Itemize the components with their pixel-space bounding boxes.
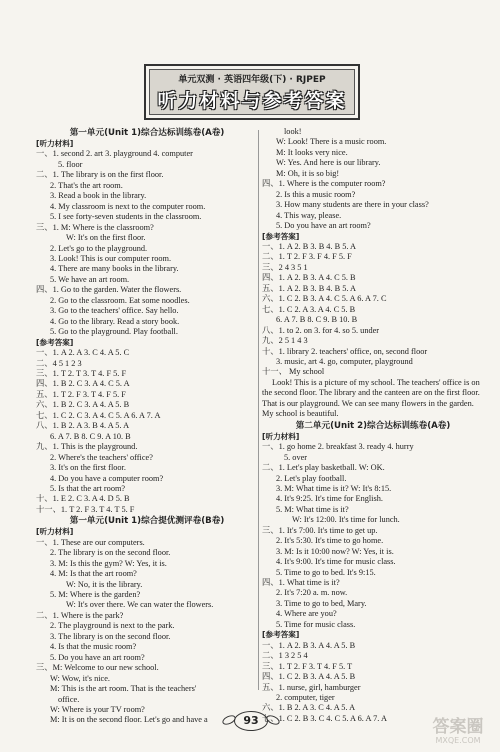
text-line: W: Yes. And here is our library. [276, 158, 381, 168]
text-line: 2. It's 7:20 a. m. now. [276, 588, 348, 598]
text-line: 三、1. It's 7:00. It's time to get up. [262, 525, 378, 535]
text-line: 五、1. T 2. F 3. T 4. F 5. F [36, 389, 126, 399]
text-line: 六、1. B 2. A 3. C 4. A 5. A [262, 703, 356, 713]
text-line: 5. Do you have an art room? [276, 221, 371, 231]
text-line: 3. Go to the teachers' office. Say hello. [50, 306, 179, 316]
text-line: 十一、1. T 2. F 3. T 4. T 5. F [36, 504, 135, 514]
text-line: 十、1. library 2. teachers' office, on, second floor [262, 346, 428, 356]
header-title: 听力材料与参考答案 [157, 90, 347, 112]
text-line: 五、1. A 2. B 3. B 4. B 5. A [262, 283, 357, 293]
text-line: 九、2 5 1 4 3 [262, 336, 308, 346]
text-line: 4. Do you have a computer room? [50, 473, 164, 483]
text-line: 4. Is that the music room? [50, 642, 137, 652]
text-line: look! [284, 127, 302, 136]
text-line: M: It looks very nice. [276, 147, 348, 157]
text-line: 四、1. C 2. B 3. A 4. A 5. B [262, 672, 356, 682]
text-line: 一、1. A 2. B 3. A 4. A 5. B [262, 640, 356, 650]
text-line: 六、1. C 2. B 3. A 4. C 5. A 6. A 7. C [262, 294, 387, 304]
text-line: 六、1. B 2. C 3. A 4. A 5. B [36, 400, 130, 410]
text-line: 二、1. Where is the park? [36, 610, 124, 620]
text-line: 2. Is this a music room? [276, 189, 356, 199]
text-line: 一、1. These are our computers. [36, 537, 145, 547]
page-number: 93 [234, 711, 268, 731]
essay-paragraph: Look! This is a picture of my school. The teachers' office is on the second floor. The library and the canteen are on the first floor. That is our playground. We can see many flowers in the garden. My school is beautiful. [262, 377, 480, 419]
section-title: 第一单元(Unit 1)综合达标训练卷(A卷) [69, 128, 225, 138]
text-line: W: Where is your TV room? [50, 705, 145, 715]
text-line: 四、1. Where is the computer room? [262, 179, 386, 189]
section-tag: [听力材料] [262, 431, 300, 441]
section-tag: [参考答案] [36, 337, 74, 347]
text-line: 九、1. This is the playground. [36, 442, 138, 452]
text-line: 5. M: What time is it? [276, 504, 349, 514]
text-line: 4. There are many books in the library. [50, 264, 179, 274]
text-line: 5. over [284, 452, 308, 462]
text-line: 3. Time to go to bed, Mary. [276, 598, 367, 608]
text-line: 二、1. The library is on the first floor. [36, 170, 164, 180]
text-line: 三、1. M: Where is the classroom? [36, 222, 154, 232]
text-line: 5. Do you have an art room? [50, 652, 145, 662]
text-line: 七、1. C 2. C 3. A 4. C 5. A 6. A 7. A [36, 410, 161, 420]
text-line: W: No, it is the library. [66, 579, 143, 589]
text-line: 二、1 3 2 5 4 [262, 651, 308, 661]
text-line: 三、2 4 3 5 1 [262, 262, 308, 272]
text-line: 四、1. B 2. C 3. A 4. C 5. A [36, 379, 130, 389]
text-line: 5. Time to go to bed. It's 9:15. [276, 567, 376, 577]
text-line: 四、1. What time is it? [262, 578, 340, 588]
text-line: 五、1. nurse, girl, hamburger [262, 682, 361, 692]
text-line: 二、1. Let's play basketball. W: OK. [262, 463, 385, 473]
text-line: 4. My classroom is next to the computer room. [50, 201, 206, 211]
section-tag: [听力材料] [36, 139, 74, 148]
text-line: M: This is the art room. That is the teachers' [50, 684, 197, 694]
section-title: 第二单元(Unit 2)综合达标训练卷(A卷) [295, 420, 451, 431]
text-line: 2. The playground is next to the park. [50, 621, 175, 631]
text-line: 四、1. A 2. B 3. A 4. C 5. B [262, 273, 356, 283]
text-line: 二、4 5 1 2 3 [36, 358, 82, 368]
text-line: 3. M: Is it 10:00 now? W: Yes, it is. [276, 546, 394, 556]
text-line: 十一、 My school [262, 367, 325, 377]
text-line: 2. computer, tiger [276, 693, 335, 703]
text-line: W: It's 12:00. It's time for lunch. [292, 515, 400, 525]
text-line: 一、1. A 2. B 3. B 4. B 5. A [262, 241, 357, 251]
section-title: 第一单元(Unit 1)综合提优测评卷(B卷) [69, 516, 225, 527]
text-line: 2. Let's play football. [276, 473, 347, 483]
text-line: 6. A 7. B 8. C 9. B 10. B [276, 315, 358, 325]
text-line: 2. Go to the classroom. Eat some noodles. [50, 295, 190, 305]
section-tag: [听力材料] [36, 527, 74, 537]
text-line: 一、1. second 2. art 3. playground 4. computer [36, 149, 193, 159]
text-line: 三、1. T 2. F 3. T 4. F 5. T [262, 661, 353, 671]
text-line: 3. It's on the first floor. [50, 463, 126, 473]
text-line: 七、1. C 2. A 3. A 4. C 5. B [262, 304, 356, 314]
text-line: 四、1. Go to the garden. Water the flowers. [36, 285, 182, 295]
text-line: 八、1. B 2. A 3. B 4. A 5. A [36, 421, 130, 431]
text-line: 七、1. C 2. B 3. C 4. C 5. A 6. A 7. A [262, 713, 387, 723]
text-line: W: It's over there. We can water the flowers. [66, 600, 214, 610]
text-line: 5. I see forty-seven students in the classroom. [50, 212, 202, 222]
header-banner [144, 64, 360, 120]
text-line: 一、1. A 2. A 3. C 4. A 5. C [36, 348, 130, 358]
text-line: 3. How many students are there in your class? [276, 200, 429, 210]
text-line: W: Look! There is a music room. [276, 137, 387, 147]
text-line: 3. The library is on the second floor. [50, 631, 171, 641]
text-line: office. [58, 694, 80, 704]
watermark [420, 718, 496, 748]
text-line: 二、1. T 2. F 3. F 4. F 5. F [262, 252, 352, 262]
text-line: 一、1. go home 2. breakfast 3. ready 4. hurry [262, 442, 414, 452]
text-line: 5. floor [58, 159, 83, 169]
left-column [36, 127, 258, 726]
text-line: 八、1. to 2. on 3. for 4. so 5. under [262, 325, 380, 335]
text-line: 4. Where are you? [276, 609, 337, 619]
watermark-logo: 答案圈 [432, 717, 484, 737]
right-column [262, 127, 484, 724]
section-tag: [参考答案] [262, 231, 300, 241]
section-tag: [参考答案] [262, 630, 300, 640]
text-line: 5. Time for music class. [276, 619, 356, 629]
text-line: 4. It's 9:00. It's time for music class. [276, 557, 396, 567]
column-divider [258, 130, 259, 690]
text-line: 三、M: Welcome to our new school. [36, 663, 159, 673]
text-line: 三、1. T 2. T 3. T 4. F 5. F [36, 368, 127, 378]
text-line: 3. music, art 4. go, computer, playground [276, 356, 413, 366]
watermark-url: MXQE.COM [435, 736, 481, 745]
text-line: 3. Read a book in the library. [50, 191, 147, 201]
text-line: 2. The library is on the second floor. [50, 548, 171, 558]
text-line: 3. M: What time is it? W: It's 8:15. [276, 483, 392, 493]
text-line: 2. Where's the teachers' office? [50, 452, 153, 462]
text-line: W: It's on the first floor. [66, 233, 146, 243]
text-line: 3. M: Is this the gym? W: Yes, it is. [50, 558, 167, 568]
text-line: 4. M: Is that the art room? [50, 569, 137, 579]
text-line: 6. A 7. B 8. C 9. A 10. B [50, 431, 131, 441]
text-line: 5. M: Where is the garden? [50, 590, 141, 600]
text-line: 3. Look! This is our computer room. [50, 253, 172, 263]
text-line: 5. Go to the playground. Play football. [50, 327, 178, 337]
header-subtitle: 单元双测 · 英语四年级(下) · RJPEP [178, 75, 326, 85]
text-line: 4. It's 9:25. It's time for English. [276, 494, 383, 504]
text-line: W: Wow, it's nice. [50, 673, 110, 683]
text-line: 5. Is that the art room? [50, 483, 126, 493]
text-line: M: Oh, it is so big! [276, 168, 340, 178]
text-line: 2. Let's go to the playground. [50, 243, 148, 253]
text-line: 4. This way, please. [276, 210, 342, 220]
text-line: 4. Go to the library. Read a story book. [50, 316, 180, 326]
text-line: 5. We have an art room. [50, 274, 130, 284]
text-line: 2. It's 5:30. It's time to go home. [276, 536, 384, 546]
text-line: M: It is on the second floor. Let's go and have a [50, 715, 208, 725]
text-line: 十、1. E 2. C 3. A 4. D 5. B [36, 494, 130, 504]
text-line: 2. That's the art room. [50, 180, 123, 190]
